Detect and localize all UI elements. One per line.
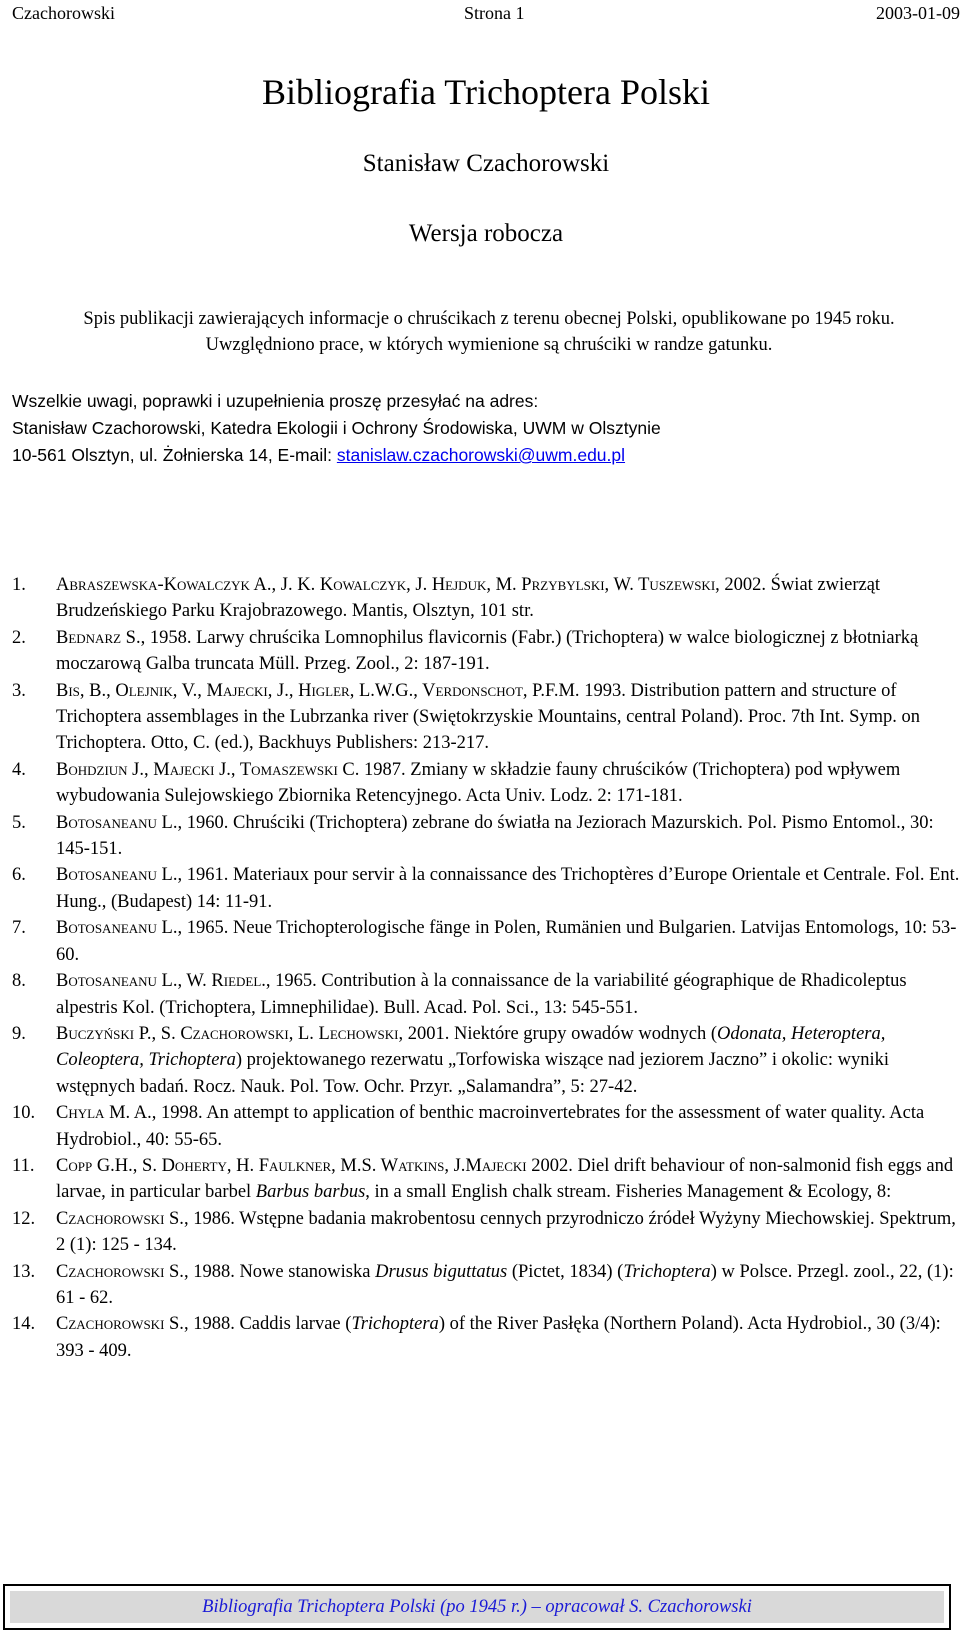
entry-text: ) w Polsce. Przegl. zool., 22, (1): 61 - 62. [56, 1261, 954, 1308]
entry-number: 3. [12, 680, 26, 701]
entry-italic-text: Odonata, Heteroptera, Coleoptera, Trichoptera [56, 1023, 886, 1071]
contact-line-1: Wszelkie uwagi, poprawki i uzupełnienia proszę przesyłać na adres: [12, 391, 539, 411]
bibliography-list [12, 572, 960, 1364]
contact-block [12, 388, 942, 469]
bibliography-entry [12, 1100, 960, 1153]
contact-line-2: Stanisław Czachorowski, Katedra Ekologii i Ochrony Środowiska, UWM w Olsztynie [12, 418, 661, 438]
entry-number: 5. [12, 812, 26, 833]
bibliography-entry [12, 1153, 960, 1206]
footer-text: Bibliografia Trichoptera Polski (po 1945 r.) – opracował S. Czachorowski [10, 1591, 944, 1623]
entry-italic-text: Drusus biguttatus [375, 1261, 508, 1282]
document-subtitle: Wersja robocza [408, 220, 564, 247]
bibliography-entry [12, 1206, 960, 1259]
entry-authors: Bednarz S. [56, 627, 141, 648]
entry-italic-text: Trichoptera [623, 1261, 711, 1282]
entry-authors: Botosaneanu L. [56, 918, 178, 939]
entry-text: ) of the River Pasłęka (Northern Poland). Acta Hydrobiol., 30 (3/4): 393 - 409. [56, 1314, 941, 1361]
bibliography-entry [12, 1259, 960, 1312]
entry-authors: Botosaneanu L. [56, 865, 178, 886]
entry-authors: Czachorowski S. [56, 1261, 184, 1282]
entry-italic-text: Trichoptera [351, 1314, 439, 1335]
entry-text: , 1961. Materiaux pour servir à la connaissance des Trichoptères d’Europe Orientale et Centrale. Fol. Ent. Hung., (Budapest) 14: 11-91. [56, 865, 960, 912]
header-date: 2003-01-09 [876, 3, 960, 23]
entry-text: , in a small English chalk stream. Fisheries Management & Ecology, 8: [365, 1182, 892, 1203]
header-page-number: Strona 1 [464, 3, 525, 23]
entry-number: 11. [12, 1155, 35, 1176]
bibliography-entry [12, 572, 960, 625]
entry-number: 8. [12, 971, 26, 992]
entry-text: (Pictet, 1834) ( [507, 1261, 624, 1282]
bibliography-entry [12, 625, 960, 678]
entry-authors: Bis, B., Olejnik, V., Majecki, J., Higler, L.W.G., Verdonschot, P.F.M. [56, 680, 580, 701]
entry-authors: Buczyński P., S. Czachorowski, L. Lechowski [56, 1023, 399, 1044]
entry-text: , 2001. Niektóre grupy owadów wodnych ( [398, 1023, 717, 1044]
entry-text: 1987. Zmiany w składzie fauny chruścików (Trichoptera) pod wpływem wybudowania Sulejowskiego Zbiornika Retencyjnego. Acta Univ. Lodz. 2: 171-181. [56, 759, 901, 807]
entry-number: 14. [12, 1314, 36, 1335]
entry-number: 10. [12, 1103, 36, 1124]
header-author: Czachorowski [12, 3, 115, 23]
entry-text: , 1998. An attempt to application of benthic macroinvertebrates for the assessment of water quality. Acta Hydrobiol., 40: 55-65. [56, 1103, 925, 1150]
bibliography-entry [12, 915, 960, 968]
bibliography-entry [12, 810, 960, 863]
bibliography-entry [12, 1311, 960, 1364]
entry-text: , 1965. Contribution à la connaissance de la variabilité géographique de Rhadicoleptus alpestris Kol. (Trichoptera, Limnephilidae). Bull. Acad. Pol. Sci., 13: 545-551. [56, 971, 907, 1018]
page-header [12, 0, 960, 26]
entry-number: 1. [12, 575, 26, 595]
entry-authors: Copp G.H., S. Doherty, H. Faulkner, M.S. Watkins, J.Majecki [56, 1155, 527, 1176]
entry-text: , 1958. Larwy chruścika Lomnophilus flavicornis (Fabr.) (Trichoptera) w walce biologicznej z błotniarką moczarową Galba truncata Müll. Przeg. Zool., 2: 187-191. [56, 627, 919, 675]
bibliography-entry [12, 968, 960, 1021]
entry-authors: Czachorowski S. [56, 1208, 184, 1229]
bibliography-entry [12, 1021, 960, 1100]
contact-address: 10-561 Olsztyn, ul. Żołnierska 14, E-mail: [12, 445, 337, 465]
email-link[interactable]: stanislaw.czachorowski@uwm.edu.pl [336, 445, 626, 465]
entry-text: , 1988. Caddis larvae ( [183, 1314, 352, 1335]
entry-authors: Czachorowski S. [56, 1314, 184, 1335]
entry-number: 4. [12, 759, 26, 780]
entry-authors: Botosaneanu L. [56, 812, 178, 833]
bibliography-entry [12, 757, 960, 810]
entry-text: , 1986. Wstępne badania makrobentosu cennych przyrodniczo źródeł Wyżyny Miechowskiej. Spektrum, 2 (1): 125 - 134. [56, 1208, 956, 1256]
document-title: Bibliografia Trichoptera Polski [262, 72, 710, 112]
entry-number: 6. [12, 865, 26, 886]
intro-paragraph: Spis publikacji zawierających informacje o chruścikach z terenu obecnej Polski, opublikowane po 1945 roku. Uwzględniono prace, w których wymienione są chruściki w randze gatunku. [83, 309, 895, 355]
entry-text: 2002. Diel drift behaviour of non-salmonid fish eggs and larvae, in particular barbel [56, 1155, 954, 1203]
entry-authors: Botosaneanu L., W. Riedel. [56, 971, 266, 992]
contact-line-3 [12, 442, 942, 469]
entry-number: 9. [12, 1023, 26, 1044]
entry-italic-text: Barbus barbus [255, 1182, 366, 1203]
entry-text: , 2002. Świat zwierząt Brudzeńskiego Parku Krajobrazowego. Mantis, Olsztyn, 101 str. [56, 575, 881, 622]
document-author: Stanisław Czachorowski [362, 150, 610, 177]
bibliography-entry [12, 862, 960, 915]
entry-number: 7. [12, 918, 26, 939]
entry-authors: Bohdziun J., Majecki J., Tomaszewski C. [56, 759, 360, 780]
bibliography-entry [12, 678, 960, 757]
entry-text: ) projektowanego rezerwatu „Torfowiska wiszące nad jeziorem Jaczno” i okolic: wyniki wstępnych badań. Rocz. Nauk. Pol. Tow. Ochr. Przyr. „Salamandra”, 5: 27-42. [56, 1050, 890, 1097]
entry-authors: Abraszewska-Kowalczyk A., J. K. Kowalczyk, J. Hejduk, M. Przybylski, W. Tuszewski [56, 575, 716, 595]
entry-number: 2. [12, 627, 26, 648]
entry-text: , 1965. Neue Trichopterologische fänge in Polen, Rumänien und Bulgarien. Latvijas Entomologs, 10: 53-60. [56, 918, 957, 965]
entry-text: , 1988. Nowe stanowiska [183, 1261, 376, 1282]
entry-number: 12. [12, 1208, 36, 1229]
entry-text: 1993. Distribution pattern and structure of Trichoptera assemblages in the Lubrzanka river (Swiętokrzyskie Mountains, central Poland). Proc. 7th Int. Symp. on Trichoptera. Otto, C. (ed.), Backhuys Publishers: 213-217. [56, 680, 921, 754]
entry-authors: Chyla M. A. [56, 1103, 152, 1124]
page-footer [3, 1584, 951, 1630]
entry-number: 13. [12, 1261, 36, 1282]
entry-text: , 1960. Chruściki (Trichoptera) zebrane do światła na Jeziorach Mazurskich. Pol. Pismo Entomol., 30: 145-151. [56, 812, 934, 860]
